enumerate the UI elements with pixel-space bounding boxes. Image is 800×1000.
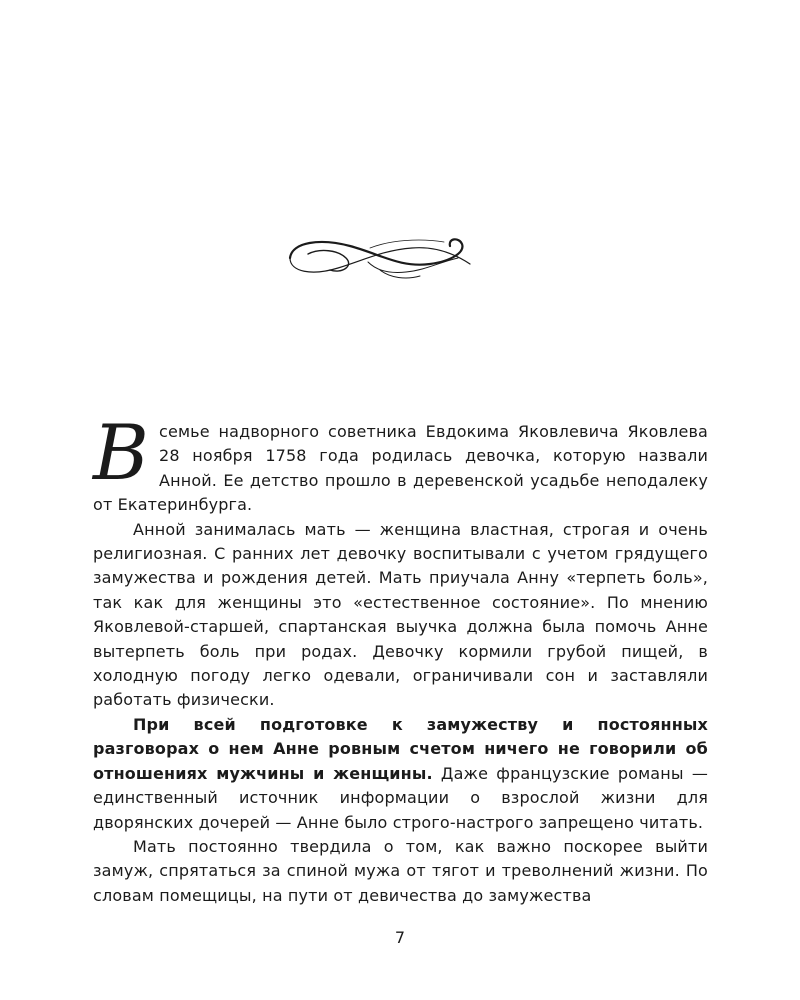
body-text (93, 408, 708, 908)
paragraph-3 (93, 713, 708, 835)
paragraph-4: Мать постоянно твердила о том, как важно поскорее выйти замуж, спрятаться за спиной мужа от тягот и треволнений жизни. По словам помещицы, на пути от девичества до замужества (93, 836, 708, 905)
flourish-ornament-icon (280, 228, 480, 288)
page-number: 7 (394, 928, 406, 947)
paragraph-1 (93, 408, 708, 518)
drop-cap: В (93, 408, 149, 497)
paragraph-3-bold-text: При всей подготовке к замужеству и постоянных разговорах о нем Анне ровным счетом ничего не говорили об отношениях мужчины и женщины. (93, 714, 708, 783)
paragraph-2: Анной занималась мать — женщина властная, строгая и очень религиозная. С ранних лет девочку воспитывали с учетом грядущего замужества и рождения детей. Мать приучала Анну «терпеть боль», так как для женщины это «естественное состояние». По мнению Яковлевой-старшей, спартанская выучка должна была помочь Анне вытерпеть боль при родах. Девочку кормили грубой пищей, в холодную погоду легко одевали, ограничивали сон и заставляли работать физически. (93, 519, 708, 710)
paragraph-3-text: Даже французские романы — единственный источник информации о взрослой жизни для дворянских дочерей — Анне было строго-настрого запрещено читать. (93, 763, 708, 832)
paragraph-1-text: семье надворного советника Евдокима Яковлевича Яковлева 28 ноября 1758 года родилась девочка, которую назвали Анной. Ее детство прошло в деревенской усадьбе неподалеку от Екатеринбурга. (93, 422, 708, 515)
